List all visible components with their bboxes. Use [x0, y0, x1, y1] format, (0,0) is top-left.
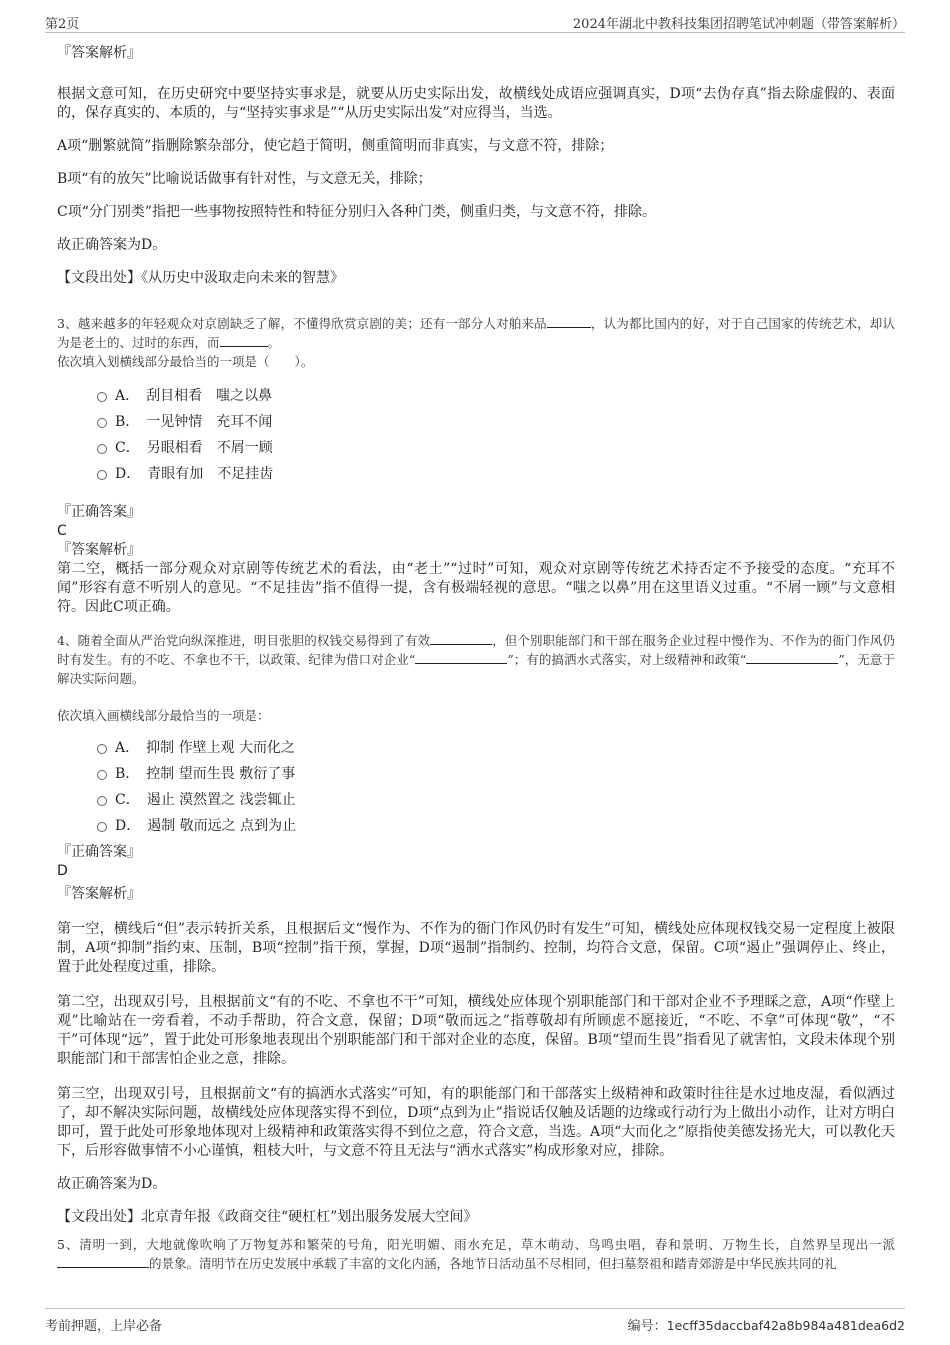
- page-content: [57, 44, 895, 1273]
- q3-answer: C: [57, 523, 67, 539]
- radio-icon[interactable]: [97, 470, 107, 480]
- q4-analysis-paragraph: 第三空，出现双引号，且根据前文“有的搞洒水式落实”可知，有的职能部门和干部落实上级精神和政策时往往是水过地皮湿，看似洒过了，却不解决实际问题，故横线处应体现落实得不到位，D项“点到为止”指说话仅触及话题的边缘或行动行为上做出小动作，让对方明白即可，置于此处可形象地体现对上级精神和政策落实得不到位之意，符合文意，当选。A项“大而化之”原指使美德发扬光大，可以教化天下，后形容做事情不小心谨慎，粗枝大叶，与文意不符且无法与“洒水式落实”构成形象对应，排除。: [57, 1086, 895, 1159]
- q4-source: 【文段出处】北京青年报《政商交往“硬杠杠”划出服务发展大空间》: [57, 1209, 478, 1225]
- answer-blank: [547, 314, 591, 328]
- radio-icon[interactable]: [97, 770, 107, 780]
- q3-analysis: 第二空，概括一部分观众对京剧等传统艺术的看法，由“老土”“过时”可知，观众对京剧等传统艺术持否定不予接受的态度。“充耳不闻”形容有意不听别人的意见。“不足挂齿”指不值得一提，含有极端轻视的意思。“嗤之以鼻”用在这里语义过重。“不屑一顾”与文意相符。因此C项正确。: [57, 561, 895, 615]
- q4-option-d[interactable]: D． 遏制 敬而远之 点到为止: [97, 813, 895, 839]
- radio-icon[interactable]: [97, 744, 107, 754]
- q4-answer: D: [57, 863, 68, 879]
- q3-option-b[interactable]: B． 一见钟情 充耳不闻: [97, 409, 895, 435]
- q4-answer-label: 『正确答案』: [57, 844, 141, 860]
- q2-analysis-paragraph: A项“删繁就简”指删除繁杂部分，使它趋于简明，侧重简明而非真实，与文意不符，排除；: [57, 138, 614, 154]
- answer-blank: [430, 631, 492, 645]
- footer-slogan: 考前押题，上岸必备: [45, 1319, 163, 1334]
- q4-analysis-paragraph: 第二空，出现双引号，且根据前文“有的不吃、不拿也不干”可知，横线处应体现个别职能部门和干部对企业不予理睬之意，A项“作壁上观”比喻站在一旁看着，不动手帮助，符合文意，保留；D项“敬而远之”指尊敬却有所顾虑不愿接近，“不吃、不拿”可体现“敬”，“不干”可体现“远”，置于此处可形象地表现出个别职能部门和干部对企业的态度，保留。B项“望而生畏”指看见了就害怕，文段未体现个别职能部门和干部害怕企业之意，排除。: [57, 994, 895, 1067]
- q3-prompt: 依次填入划横线部分最恰当的一项是（ ）。: [57, 354, 314, 369]
- q2-analysis-paragraph: C项“分门别类”指把一些事物按照特性和特征分别归入各种门类，侧重归类，与文意不符，排除。: [57, 204, 657, 220]
- radio-icon[interactable]: [97, 796, 107, 806]
- q4-stem: 4、随着全面从严治党向纵深推进，明目张胆的权钱交易得到了有效 ，但个别职能部门和干部在服务企业过程中慢作为、不作为的衙门作风仍时有发生。有的不吃、不拿也不干，以政策、纪律为借口对企业“ ”；有的搞洒水式落实，对上级精神和政策“ ”，无意于解决实际问题。: [57, 633, 895, 686]
- answer-blank: [57, 1254, 149, 1268]
- q3-options: [57, 383, 895, 487]
- q4-analysis-label: 『答案解析』: [57, 886, 141, 902]
- q4-analysis-paragraph: 第一空，横线后“但”表示转折关系，且根据后文“慢作为、不作为的衙门作风仍时有发生”可知，横线处应体现权钱交易一定程度上被限制，A项“抑制”指约束、压制，B项“控制”指干预，掌握，D项“遏制”指制约、控制，均符合文意，保留。C项“遏止”强调停止、终止，置于此处程度过重，排除。: [57, 921, 895, 975]
- q4-analysis-paragraph: 故正确答案为D。: [57, 1176, 167, 1192]
- q4-option-b[interactable]: B． 控制 望而生畏 敷衍了事: [97, 761, 895, 787]
- q2-source: 【文段出处】《从历史中汲取走向未来的智慧》: [57, 270, 344, 286]
- q4-prompt: 依次填入画横线部分最恰当的一项是：: [57, 708, 270, 723]
- q4-option-c[interactable]: C． 遏止 漠然置之 浅尝辄止: [97, 787, 895, 813]
- q2-analysis-paragraph: 故正确答案为D。: [57, 237, 167, 253]
- page-number: 第2页: [45, 17, 80, 32]
- q3-option-c[interactable]: C． 另眼相看 不屑一顾: [97, 435, 895, 461]
- page-header: [45, 10, 905, 33]
- q4-options: [57, 735, 895, 839]
- radio-icon[interactable]: [97, 822, 107, 832]
- q3-option-d[interactable]: D． 青眼有加 不足挂齿: [97, 461, 895, 487]
- q3-analysis-label: 『答案解析』: [57, 542, 141, 558]
- radio-icon[interactable]: [97, 418, 107, 428]
- radio-icon[interactable]: [97, 444, 107, 454]
- q3-stem: 3、越来越多的年轻观众对京剧缺乏了解，不懂得欣赏京剧的美；还有一部分人对舶来品 ，认为都比国内的好，对于自己国家的传统艺术，却认为是老土的、过时的东西，而 。: [57, 316, 895, 350]
- answer-blank: [220, 333, 268, 347]
- q2-analysis-label: 『答案解析』: [57, 45, 141, 61]
- answer-blank: [415, 650, 507, 664]
- answer-blank: [746, 650, 838, 664]
- q5-stem: 5、清明一到，大地就像吹响了万物复苏和繁荣的号角，阳光明媚、雨水充足，草木萌动、鸟鸣虫唱，春和景明、万物生长，自然界呈现出一派的景象。清明节在历史发展中承载了丰富的文化内涵，各地节日活动虽不尽相同，但扫墓祭祖和踏青郊游是中华民族共同的礼: [57, 1237, 895, 1271]
- q4-option-a[interactable]: A． 抑制 作壁上观 大而化之: [97, 735, 895, 761]
- q2-analysis-paragraph: B项“有的放矢”比喻说话做事有针对性，与文意无关，排除；: [57, 171, 432, 187]
- document-code: 编号：1ecff35daccbaf42a8b984a481dea6d2: [627, 1318, 905, 1334]
- radio-icon[interactable]: [97, 392, 107, 402]
- q2-analysis-paragraph: 根据文意可知，在历史研究中要坚持实事求是，就要从历史实际出发，故横线处成语应强调真实，D项“去伪存真”指去除虚假的、表面的，保存真实的、本质的，与“坚持实事求是”“从历史实际出发”对应得当，当选。: [57, 86, 895, 121]
- page-footer: [45, 1308, 905, 1333]
- document-title: 2024年湖北中教科技集团招聘笔试冲刺题（带答案解析）: [572, 17, 905, 32]
- q3-option-a[interactable]: A． 刮目相看 嗤之以鼻: [97, 383, 895, 409]
- q3-answer-label: 『正确答案』: [57, 504, 141, 520]
